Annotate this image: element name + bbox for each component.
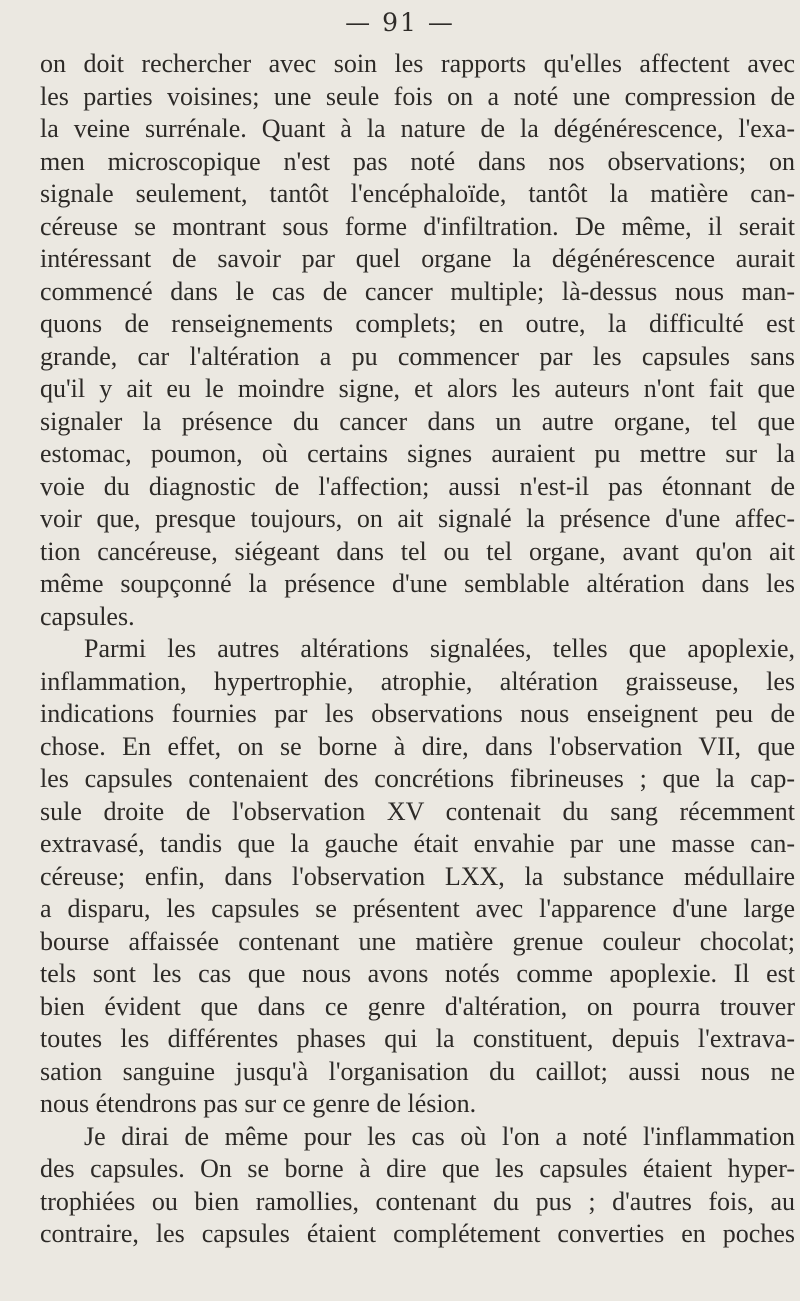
text-line: on doit rechercher avec soin les rapports qu'elles affectent avec [40, 49, 795, 78]
body-text [40, 48, 795, 1251]
text-line: nous étendrons pas sur ce genre de lésion. [40, 1089, 477, 1118]
text-line: grande, car l'altération a pu commencer par les capsules sans [40, 341, 795, 371]
text-line: contraire, les capsules étaient complétement converties en poches [40, 1219, 795, 1248]
text-line: chose. En effet, on se borne à dire, dans l'observation VII, que [40, 731, 795, 761]
text-line: quons de renseignements complets; en outre, la difficulté est [40, 309, 795, 338]
text-line: Parmi les autres altérations signalées, telles que apoplexie, [84, 634, 795, 663]
text-line: Je dirai de même pour les cas où l'on a noté l'inflammation [84, 1121, 795, 1151]
text-line: céreuse; enfin, dans l'observation LXX, la substance médullaire [40, 861, 795, 891]
text-line: trophiées ou bien ramollies, contenant du pus ; d'autres fois, au [40, 1186, 795, 1216]
text-line: même soupçonné la présence d'une semblable altération dans les [40, 569, 795, 598]
text-line: signaler la présence du cancer dans un autre organe, tel que [40, 406, 795, 436]
text-line: tion cancéreuse, siégeant dans tel ou tel organe, avant qu'on ait [40, 536, 795, 566]
text-line: sule droite de l'observation XV contenait du sang récemment [40, 796, 795, 826]
text-line: voir que, presque toujours, on ait signalé la présence d'une affec- [40, 504, 795, 533]
text-line: indications fournies par les observations nous enseignent peu de [40, 699, 795, 728]
text-line: commencé dans le cas de cancer multiple; là-dessus nous man- [40, 276, 795, 306]
text-line: estomac, poumon, où certains signes auraient pu mettre sur la [40, 439, 795, 468]
text-line: tels sont les cas que nous avons notés comme apoplexie. Il est [40, 959, 795, 988]
text-line: bien évident que dans ce genre d'altération, on pourra trouver [40, 991, 795, 1021]
text-line: les capsules contenaient des concrétions fibrineuses ; que la cap- [40, 764, 795, 793]
text-line: extravasé, tandis que la gauche était envahie par une masse can- [40, 829, 795, 858]
text-line: céreuse se montrant sous forme d'infiltration. De même, il serait [40, 211, 795, 241]
text-line: sation sanguine jusqu'à l'organisation du caillot; aussi nous ne [40, 1056, 795, 1086]
text-line: a disparu, les capsules se présentent avec l'apparence d'une large [40, 894, 795, 923]
text-line: des capsules. On se borne à dire que les capsules étaient hyper- [40, 1154, 795, 1183]
text-line: la veine surrénale. Quant à la nature de la dégénérescence, l'exa- [40, 114, 795, 143]
page-number: — 91 — [345, 8, 455, 37]
text-line: capsules. [40, 601, 135, 631]
text-line: men microscopique n'est pas noté dans nos observations; on [40, 146, 795, 176]
text-line: voie du diagnostic de l'affection; aussi n'est-il pas étonnant de [40, 471, 795, 501]
text-line: les parties voisines; une seule fois on a noté une compression de [40, 81, 795, 111]
text-line: bourse affaissée contenant une matière grenue couleur chocolat; [40, 926, 795, 956]
text-line: toutes les différentes phases qui la constituent, depuis l'extrava- [40, 1024, 795, 1053]
text-line: intéressant de savoir par quel organe la dégénérescence aurait [40, 244, 795, 273]
text-line: inflammation, hypertrophie, atrophie, altération graisseuse, les [40, 666, 795, 696]
text-line: qu'il y ait eu le moindre signe, et alors les auteurs n'ont fait que [40, 374, 795, 403]
text-line: signale seulement, tantôt l'encéphaloïde, tantôt la matière can- [40, 179, 795, 208]
